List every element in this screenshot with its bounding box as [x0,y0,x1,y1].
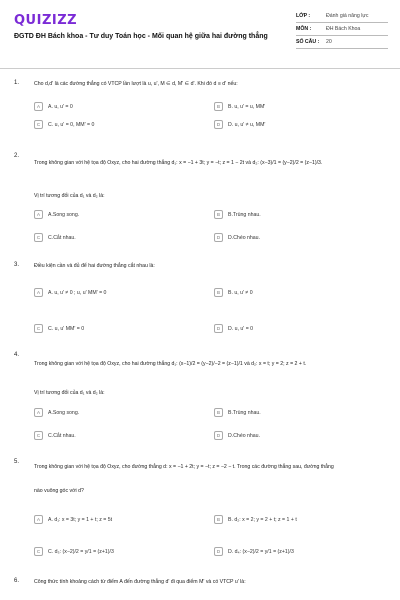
option-text: B. u, u' = u, MM' [228,103,266,110]
option-text: A.Song song. [48,211,80,218]
option-b[interactable] [214,515,297,524]
option-letter-box: C [34,324,43,333]
question-number: 1. [14,80,20,86]
option-text: A. d₁: x = 3t; y = 1 + t; z = 5t [48,516,113,523]
option-text: B.Trùng nhau. [228,211,261,218]
meta-subject-value: ĐH Bách Khoa [326,26,361,32]
option-letter-box: D [214,120,223,129]
option-letter-box: A [34,408,43,417]
question-number: 3. [14,262,20,268]
option-a[interactable] [34,102,73,111]
option-text: A. u, u' = 0 [48,103,73,110]
option-text: C.Cắt nhau. [48,432,76,439]
meta-class-value: Đánh giá năng lực [326,13,369,19]
option-a[interactable] [34,210,79,219]
brand-logo: QUIZIZZ [14,13,78,28]
meta-count [296,36,388,49]
question-number: 4. [14,352,20,358]
meta-subject-label: MÔN : [296,26,312,32]
option-text: B. u, u' ≠ 0 [228,289,253,296]
question-stem: Cho d,d' là các đường thẳng có VTCP lần lượt là u, u', M ∈ d, M' ∈ d'. Khi đó d ≡ d' nếu: [34,81,238,87]
question-stem: Trong không gian với hệ tọa độ Oxyz, cho hai đường thẳng d₁: (x−1)/2 = (y−2)/−2 = (z−1)/1 và d₂: x = t; y = 2; z = 2 + t. [34,361,307,367]
option-c[interactable] [34,324,84,333]
question-stem: Công thức tính khoảng cách từ điểm A đến đường thẳng d' đi qua điểm M' và có VTCP u' là: [34,579,246,585]
option-d[interactable] [214,120,265,129]
option-letter-box: B [214,515,223,524]
option-letter-box: D [214,431,223,440]
meta-panel [296,10,388,49]
option-text: C. u, u' = 0, MM' = 0 [48,121,95,128]
option-a[interactable] [34,288,106,297]
option-c[interactable] [34,431,76,440]
option-letter-box: A [34,102,43,111]
option-text: C.Cắt nhau. [48,234,76,241]
option-b[interactable] [214,102,265,111]
option-d[interactable] [214,431,260,440]
meta-subject [296,23,388,36]
question-stem: Trong không gian với hệ tọa độ Oxyz, cho hai đường thẳng d₁: x = −1 + 3t; y = −t; z = 1 − 2t và d₂: (x−3)/1 = (y−2)/2 = (z−1)/3. [34,160,323,166]
meta-class-label: LỚP : [296,13,311,19]
question-stem: Điều kiện cần và đủ để hai đường thẳng cắt nhau là: [34,263,155,269]
option-letter-box: D [214,233,223,242]
option-letter-box: A [34,515,43,524]
question-number: 5. [14,459,20,465]
option-text: D.Chéo nhau. [228,234,261,241]
option-letter-box: C [34,431,43,440]
question-stem-secondary: nào vuông góc với d? [34,488,84,494]
option-text: D. d₄: (x−2)/2 = y/1 = (z+1)/3 [228,548,294,555]
option-letter-box: B [214,408,223,417]
option-text: A. u, u' ≠ 0 ; u, u' MM' = 0 [48,289,107,296]
question-stem-secondary: Vị trí tương đối của d₁ và d₂ là: [34,390,105,396]
option-letter-box: D [214,324,223,333]
option-text: A.Song song. [48,409,80,416]
question-number: 6. [14,578,20,584]
option-text: B. d₂: x = 2; y = 2 + t; z = 1 + t [228,516,297,523]
meta-class [296,10,388,23]
option-text: C. d₃: (x−2)/2 = y/1 = (z+1)/3 [48,548,114,555]
question-stem: Trong không gian với hệ tọa độ Oxyz, cho đường thẳng d: x = −1 + 2t; y = −t; z = −2 − t. Trong các đường thẳng sau, đường thẳng [34,464,334,470]
option-letter-box: A [34,288,43,297]
option-text: D.Chéo nhau. [228,432,261,439]
option-d[interactable] [214,233,260,242]
option-letter-box: B [214,210,223,219]
option-b[interactable] [214,210,261,219]
option-text: D. u, u' = 0 [228,325,254,332]
question-stem-secondary: Vị trí tương đối của d₁ và d₂ là: [34,193,105,199]
option-d[interactable] [214,324,253,333]
option-letter-box: C [34,233,43,242]
option-letter-box: A [34,210,43,219]
option-b[interactable] [214,408,261,417]
header-divider [0,68,400,69]
option-c[interactable] [34,547,114,556]
meta-count-label: SỐ CÂU : [296,39,320,45]
option-a[interactable] [34,408,79,417]
option-c[interactable] [34,233,76,242]
option-letter-box: C [34,120,43,129]
option-letter-box: B [214,288,223,297]
option-b[interactable] [214,288,253,297]
option-d[interactable] [214,547,294,556]
option-letter-box: C [34,547,43,556]
page-title: ĐGTD ĐH Bách khoa - Tư duy Toán học - Mối quan hệ giữa hai đường thẳng [14,33,268,40]
option-a[interactable] [34,515,112,524]
meta-count-value: 20 [326,39,332,45]
option-letter-box: B [214,102,223,111]
option-text: B.Trùng nhau. [228,409,261,416]
option-letter-box: D [214,547,223,556]
option-c[interactable] [34,120,94,129]
option-text: D. u, u' ≠ u, MM' [228,121,266,128]
option-text: C. u, u' MM' = 0 [48,325,85,332]
question-number: 2. [14,153,20,159]
